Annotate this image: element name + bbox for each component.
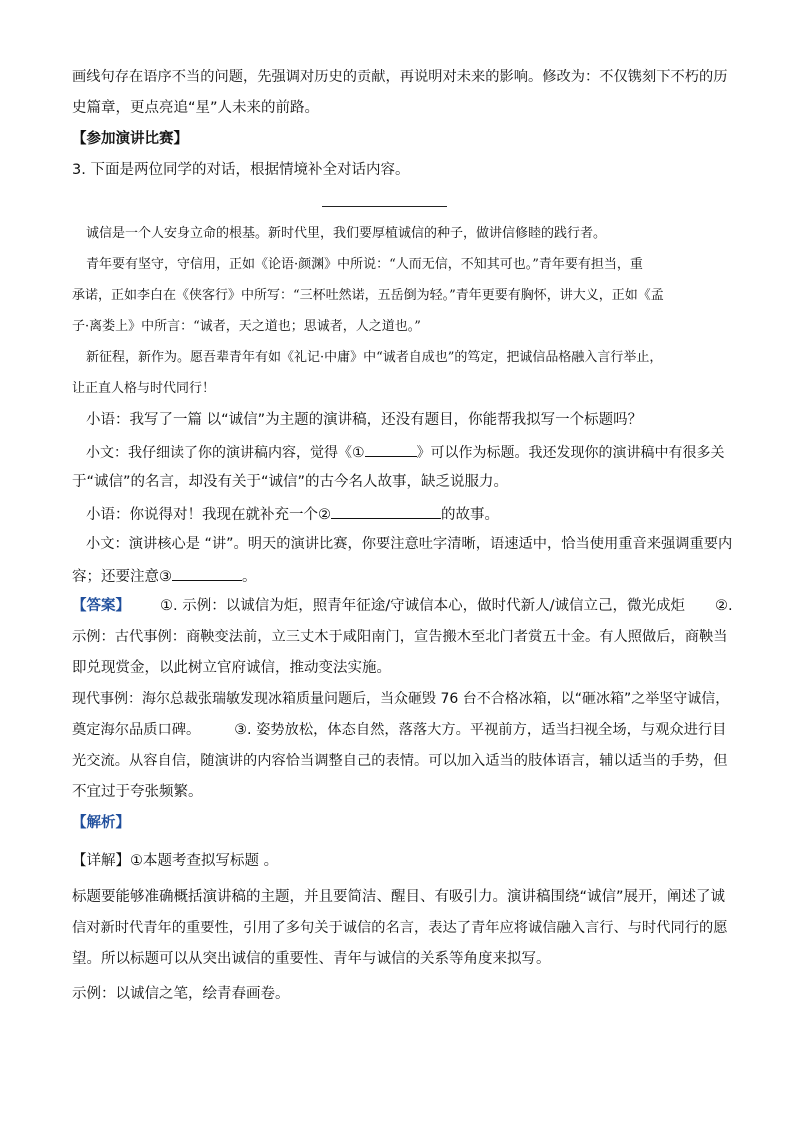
dialogue-line-4-part-a: 小语：你说得对！我现在就补充一个② bbox=[86, 507, 331, 523]
answer-3-line-2: 光交流。从容自信，随演讲的内容恰当调整自己的表情。可以加入适当的肢体语言，辅以适当的手势，但 bbox=[72, 753, 728, 769]
blank-2[interactable] bbox=[331, 503, 441, 519]
speech-paragraph-2-line-1: 青年要有坚守，守信用，正如《论语·颜渊》中所说：“人而无信，不知其可也。”青年要有担当，重 bbox=[86, 257, 643, 272]
answer-2-line-3: 现代事例：海尔总裁张瑞敏发现冰箱质量问题后，当众砸毁 76 台不合格冰箱，以“砸冰箱”之举坚守诚信， bbox=[72, 691, 730, 707]
dialogue-line-1: 小语：我写了一篇 以“诚信”为主题的演讲稿，还没有题目，你能帮我拟写一个标题吗？ bbox=[86, 412, 643, 428]
analysis-paragraph-line-2: 信对新时代青年的重要性，引用了多句关于诚信的名言，表达了青年应将诚信融入言行、与时代同行的愿 bbox=[72, 920, 728, 936]
answer-3-line-3: 不宜过于夸张频繁。 bbox=[72, 784, 203, 800]
speech-paragraph-2-line-2: 承诺，正如李白在《侠客行》中所写：“三杯吐然诺，五岳倒为轻。”青年更要有胸怀，讲大义，正如《孟 bbox=[72, 288, 664, 303]
answer-line-1 bbox=[72, 596, 733, 616]
analysis-paragraph-line-3: 望。所以标题可以从突出诚信的重要性、青年与诚信的关系等角度来拟写。 bbox=[72, 951, 551, 967]
dialogue-line-2 bbox=[86, 441, 725, 463]
answer-3: ③. 姿势放松，体态自然，落落大方。平视前方，适当扫视全场，与观众进行目 bbox=[234, 722, 727, 738]
answer-2-line-2: 即兑现赏金，以此树立官府诚信，推动变法实施。 bbox=[72, 660, 391, 676]
speech-paragraph-1: 诚信是一个人安身立命的根基。新时代里，我们要厚植诚信的种子，做讲信修睦的践行者。 bbox=[86, 226, 607, 241]
dialogue-line-6-part-a: 容；还要注意③ bbox=[72, 569, 172, 585]
speech-paragraph-3-line-2: 让正直人格与时代同行！ bbox=[72, 381, 216, 396]
analysis-detail: 【详解】①本题考查拟写标题 。 bbox=[72, 853, 279, 869]
answer-1: ①. 示例：以诚信为炬，照青年征途/守诚信本心，做时代新人/诚信立己，微光成炬 bbox=[160, 598, 685, 614]
dialogue-line-6 bbox=[72, 565, 257, 587]
intro-line-2: 史篇章，更点亮追“星”人未来的前路。 bbox=[72, 100, 320, 116]
answer-2-line-4-text: 奠定海尔品质口碑。 bbox=[72, 722, 201, 738]
speech-title-blank bbox=[322, 206, 447, 207]
intro-line-1: 画线句存在语序不当的问题，先强调对历史的贡献，再说明对未来的影响。修改为：不仅镌刻下不朽的历 bbox=[72, 69, 728, 85]
dialogue-line-2-part-a: 小文：我仔细读了你的演讲稿内容，觉得《① bbox=[86, 445, 365, 461]
answer-tag: 【答案】 bbox=[72, 598, 130, 614]
answer-2-number: ②. bbox=[715, 598, 733, 614]
dialogue-line-4 bbox=[86, 503, 499, 525]
analysis-paragraph-line-1: 标题要能够准确概括演讲稿的主题，并且要简洁、醒目、有吸引力。演讲稿围绕“诚信”展开，阐述了诚 bbox=[72, 889, 726, 905]
dialogue-line-2-part-b: 》可以作为标题。我还发现你的演讲稿中有很多关 bbox=[416, 445, 725, 461]
section-title: 【参加演讲比赛】 bbox=[72, 131, 188, 147]
analysis-tag: 【解析】 bbox=[72, 815, 130, 831]
question-stem: 3. 下面是两位同学的对话，根据情境补全对话内容。 bbox=[72, 162, 410, 178]
speech-paragraph-2-line-3: 子·离娄上》中所言：“诚者，天之道也；思诚者，人之道也。” bbox=[72, 319, 421, 334]
dialogue-line-4-part-b: 的故事。 bbox=[441, 507, 499, 523]
dialogue-line-5: 小文：演讲核心是 “讲”。明天的演讲比赛，你要注意吐字清晰，语速适中，恰当使用重音来强调重要内 bbox=[86, 536, 733, 552]
dialogue-line-3: 于“诚信”的名言，却没有关于“诚信”的古今名人故事，缺乏说服力。 bbox=[72, 474, 509, 490]
speech-paragraph-3-line-1: 新征程，新作为。愿吾辈青年有如《礼记·中庸》中“诚者自成也”的笃定，把诚信品格融入言行举止， bbox=[86, 350, 663, 365]
dialogue-line-6-part-b: 。 bbox=[242, 569, 257, 585]
answer-2-line-4 bbox=[72, 720, 726, 740]
blank-1[interactable] bbox=[365, 441, 417, 457]
analysis-example: 示例：以诚信之笔，绘青春画卷。 bbox=[72, 986, 290, 1002]
blank-3[interactable] bbox=[172, 565, 242, 581]
answer-2-line-1: 示例：古代事例：商鞅变法前，立三丈木于咸阳南门，宣告搬木至北门者赏五十金。有人照做后，商鞅当 bbox=[72, 629, 728, 645]
